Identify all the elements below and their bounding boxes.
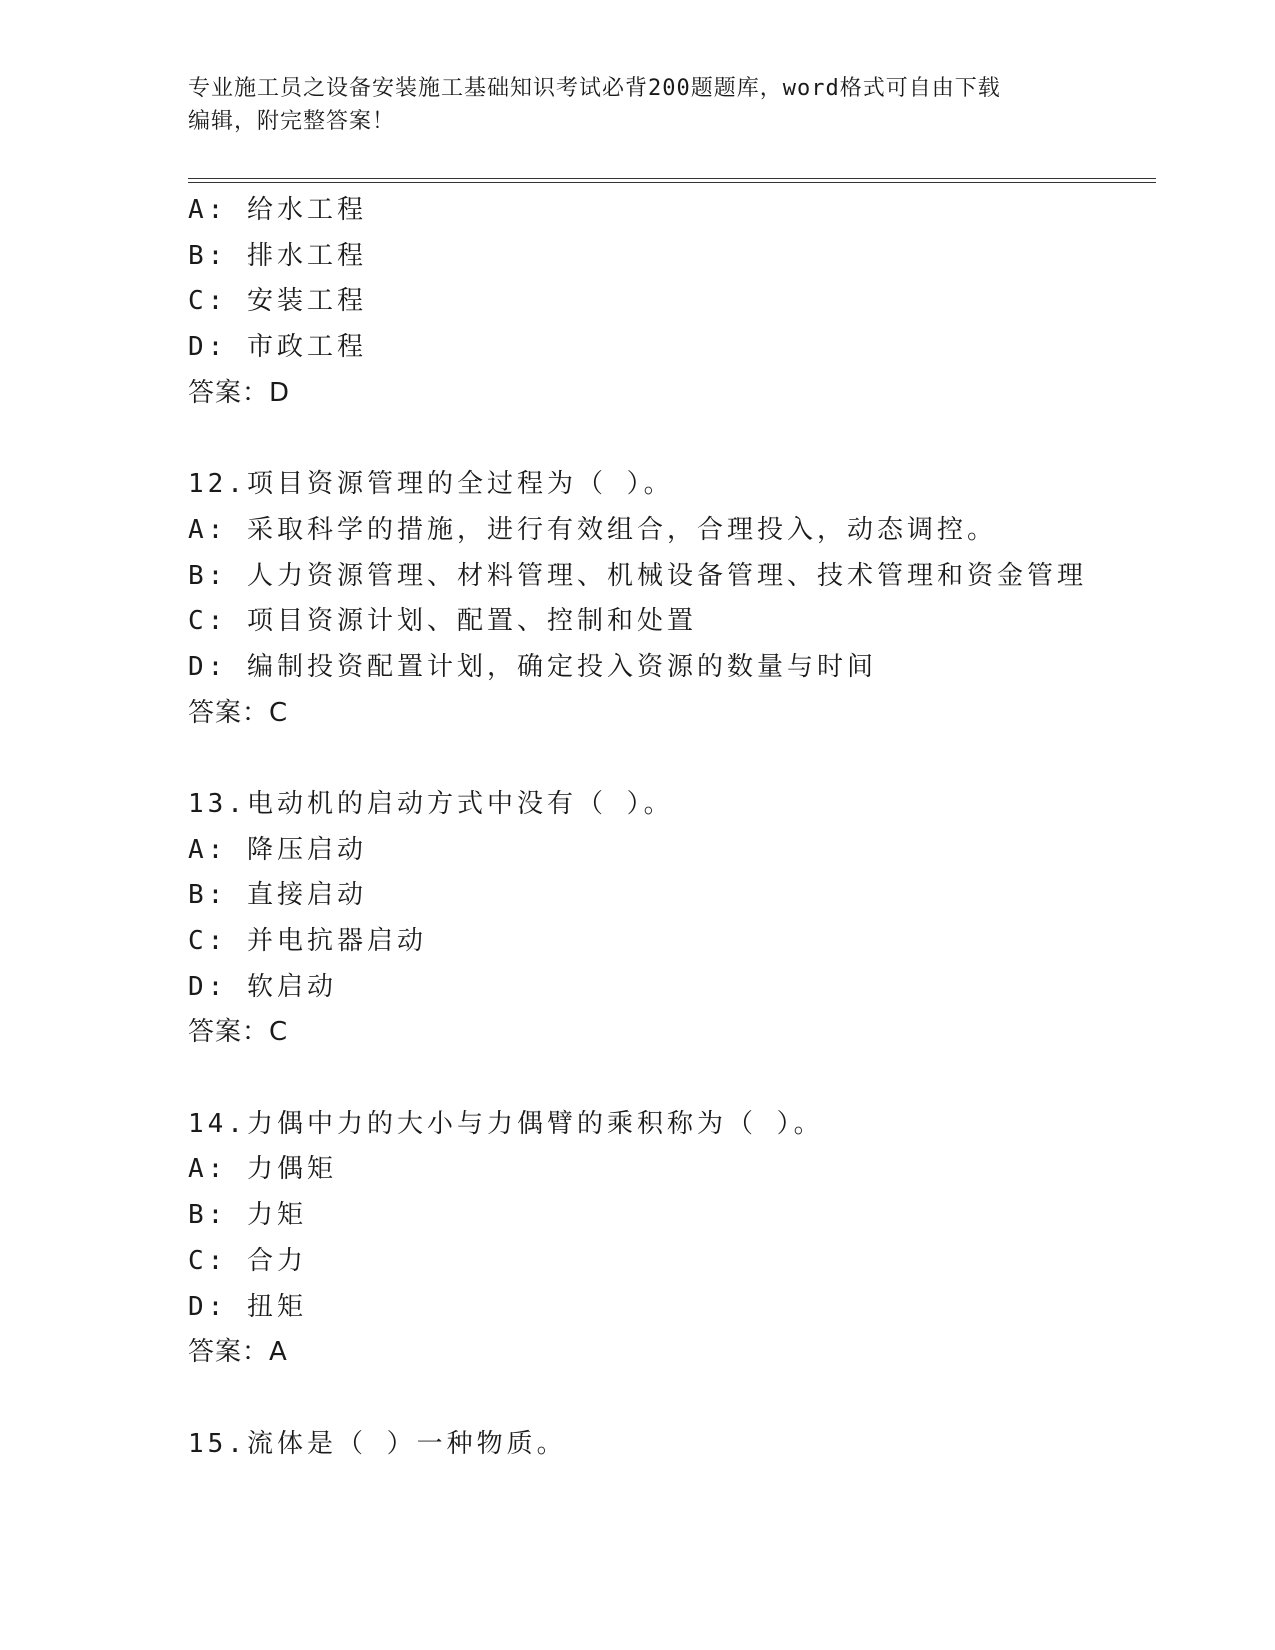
option-d: D: 扭矩 <box>188 1291 307 1322</box>
question-13 <box>188 782 1148 1056</box>
question-text: 15.流体是（ ）一种物质。 <box>188 1428 567 1459</box>
option-c: C: 合力 <box>188 1245 307 1276</box>
option-d: D: 软启动 <box>188 971 337 1002</box>
option-a: A: 采取科学的措施，进行有效组合，合理投入，动态调控。 <box>188 514 997 545</box>
question-12 <box>188 462 1148 736</box>
option-c: C: 安装工程 <box>188 286 367 317</box>
header-title-line-1: 专业施工员之设备安装施工基础知识考试必背200题题库，word格式可自由下载 <box>188 76 1001 101</box>
question-text: 14.力偶中力的大小与力偶臂的乘积称为（ ）。 <box>188 1108 824 1139</box>
question-list <box>188 188 1148 1467</box>
option-a: A: 力偶矩 <box>188 1154 337 1185</box>
answer: 答案：C <box>188 1017 289 1048</box>
document-header <box>188 72 1088 138</box>
spacer <box>188 736 1148 782</box>
question-text: 13.电动机的启动方式中没有（ ）。 <box>188 788 674 819</box>
option-b: B: 人力资源管理、材料管理、机械设备管理、技术管理和资金管理 <box>188 560 1087 591</box>
option-b: B: 直接启动 <box>188 880 367 911</box>
header-title-line-2: 编辑，附完整答案！ <box>188 109 396 134</box>
answer: 答案：D <box>188 377 291 408</box>
question-15 <box>188 1422 1148 1468</box>
option-a: A: 降压启动 <box>188 834 367 865</box>
header-divider <box>188 178 1156 183</box>
question-text: 12.项目资源管理的全过程为（ ）。 <box>188 469 674 500</box>
option-c: C: 项目资源计划、配置、控制和处置 <box>188 606 697 637</box>
answer: 答案：C <box>188 697 289 728</box>
option-a: A: 给水工程 <box>188 195 367 225</box>
option-b: B: 排水工程 <box>188 240 367 271</box>
answer: 答案：A <box>188 1337 288 1368</box>
option-d: D: 市政工程 <box>188 332 367 363</box>
spacer <box>188 416 1148 462</box>
question-14 <box>188 1102 1148 1376</box>
option-d: D: 编制投资配置计划，确定投入资源的数量与时间 <box>188 651 877 682</box>
spacer <box>188 1376 1148 1422</box>
spacer <box>188 1056 1148 1102</box>
option-b: B: 力矩 <box>188 1200 307 1231</box>
option-c: C: 并电抗器启动 <box>188 926 427 956</box>
question-11 <box>188 188 1148 416</box>
